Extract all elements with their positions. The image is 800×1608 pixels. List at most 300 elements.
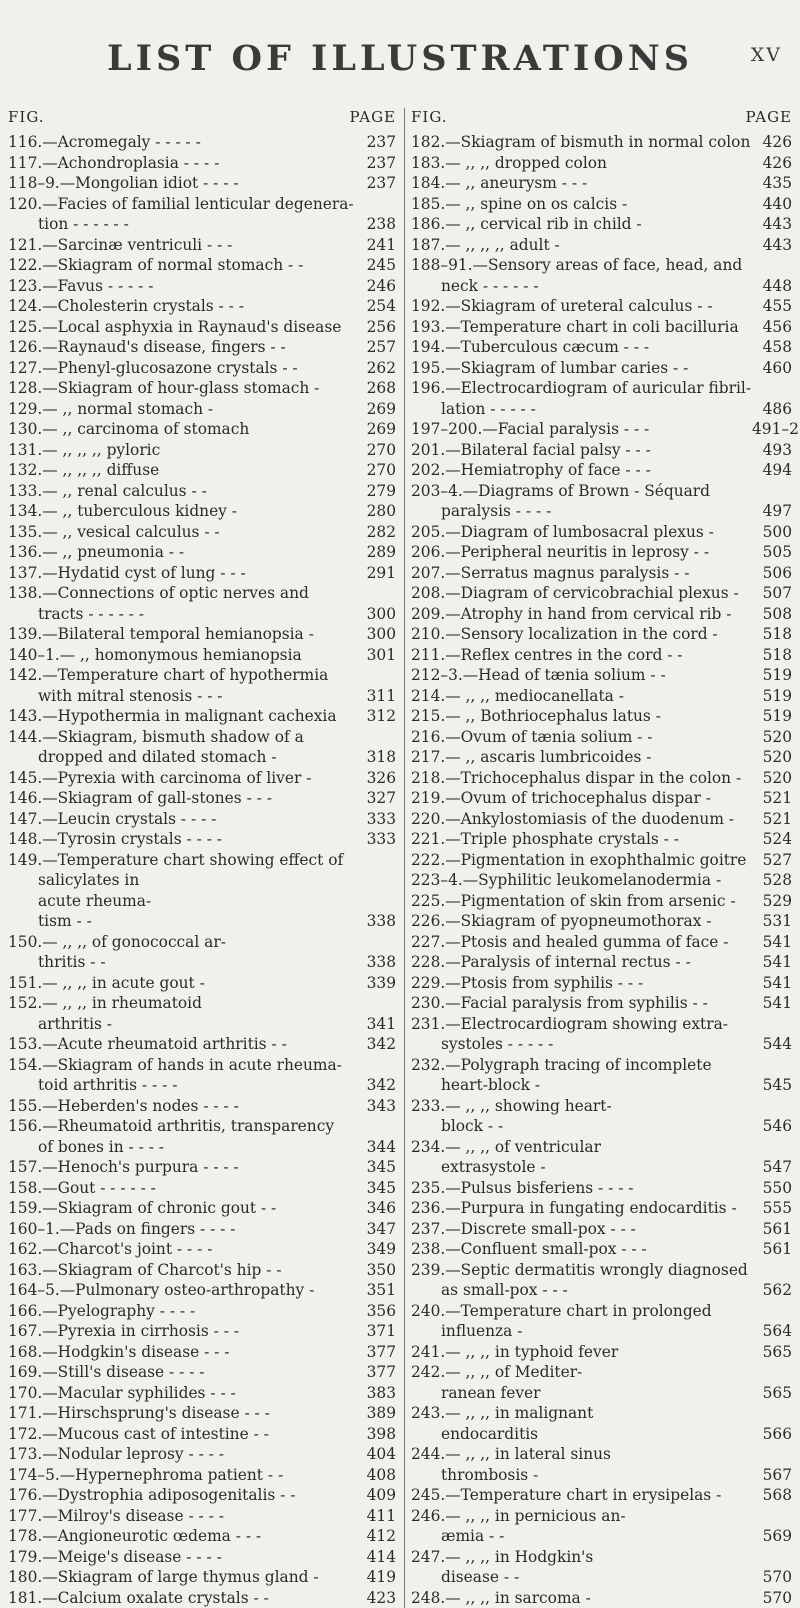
entry-page: 527 <box>752 850 792 871</box>
entry-page: 518 <box>752 645 792 666</box>
entry-page: 566 <box>752 1424 792 1445</box>
entry-title: 194.—Tuberculous cæcum - - - <box>411 337 752 358</box>
list-item <box>8 542 396 563</box>
entry-title: 243.— ,, ,, in malignant <box>411 1403 752 1424</box>
entry-title: 143.—Hypothermia in malignant cachexia <box>8 706 356 727</box>
list-item <box>8 1260 396 1281</box>
list-item <box>411 132 792 153</box>
entry-page: 541 <box>752 993 792 1014</box>
entry-page: 326 <box>356 768 396 789</box>
entry-title: 144.—Skiagram, bismuth shadow of a <box>8 727 356 748</box>
list-item <box>8 747 396 768</box>
list-item <box>411 1444 792 1465</box>
entry-title: 126.—Raynaud's disease, fingers - - <box>8 337 356 358</box>
entry-page: 561 <box>752 1219 792 1240</box>
list-item <box>8 440 396 461</box>
entry-title: 182.—Skiagram of bismuth in normal colon <box>411 132 752 153</box>
entry-title: as small-pox - - - <box>411 1280 752 1301</box>
entry-title: 209.—Atrophy in hand from cervical rib - <box>411 604 752 625</box>
list-item <box>8 809 396 830</box>
entry-title: 134.— ,, tuberculous kidney - <box>8 501 356 522</box>
entry-page: 568 <box>752 1485 792 1506</box>
list-item <box>411 604 792 625</box>
list-item <box>8 481 396 502</box>
entry-page: 541 <box>752 973 792 994</box>
list-item <box>411 1301 792 1322</box>
entry-page: 423 <box>356 1588 396 1608</box>
entry-page: 519 <box>752 686 792 707</box>
entry-page: 570 <box>752 1588 792 1608</box>
list-item <box>411 1547 792 1568</box>
list-item <box>8 870 396 891</box>
entry-title: 128.—Skiagram of hour-glass stomach - <box>8 378 356 399</box>
entry-page: 291 <box>356 563 396 584</box>
list-item <box>411 296 792 317</box>
list-item <box>8 1424 396 1445</box>
entry-page: 506 <box>752 563 792 584</box>
entry-title: endocarditis <box>411 1424 752 1445</box>
list-item <box>411 686 792 707</box>
entry-page: 414 <box>356 1547 396 1568</box>
list-item <box>8 1116 396 1137</box>
entry-title: 131.— ,, ,, ,, pyloric <box>8 440 356 461</box>
entry-page: 346 <box>356 1198 396 1219</box>
entry-page: 493 <box>752 440 792 461</box>
list-item <box>411 481 792 502</box>
entry-title: 234.— ,, ,, of ventricular <box>411 1137 752 1158</box>
entry-title: 132.— ,, ,, ,, diffuse <box>8 460 356 481</box>
entry-title: 216.—Ovum of tænia solium - - <box>411 727 752 748</box>
entry-title: 157.—Henoch's purpura - - - - <box>8 1157 356 1178</box>
entry-title: extrasystole - <box>411 1157 752 1178</box>
entry-page: 486 <box>752 399 792 420</box>
list-item <box>8 358 396 379</box>
entry-title: 146.—Skiagram of gall-stones - - - <box>8 788 356 809</box>
entry-title: 217.— ,, ascaris lumbricoides - <box>411 747 752 768</box>
entry-page: 241 <box>356 235 396 256</box>
list-item <box>411 235 792 256</box>
entry-page: 398 <box>356 1424 396 1445</box>
list-item <box>411 829 792 850</box>
entry-page: 300 <box>356 604 396 625</box>
entry-page: 546 <box>752 1116 792 1137</box>
entry-title: 241.— ,, ,, in typhoid fever <box>411 1342 752 1363</box>
entry-title: 167.—Pyrexia in cirrhosis - - - <box>8 1321 356 1342</box>
entry-page: 569 <box>752 1526 792 1547</box>
list-item <box>8 194 396 215</box>
list-item <box>411 440 792 461</box>
entry-title: 242.— ,, ,, of Mediter- <box>411 1362 752 1383</box>
entry-title: 236.—Purpura in fungating endocarditis - <box>411 1198 752 1219</box>
entry-title: 166.—Pyelography - - - - <box>8 1301 356 1322</box>
entry-page: 237 <box>356 153 396 174</box>
entry-page: 245 <box>356 255 396 276</box>
list-item <box>411 1075 792 1096</box>
entry-title: 127.—Phenyl-glucosazone crystals - - <box>8 358 356 379</box>
list-item <box>8 563 396 584</box>
entry-title: 176.—Dystrophia adiposogenitalis - - <box>8 1485 356 1506</box>
entry-title: 183.— ,, ,, dropped colon <box>411 153 752 174</box>
list-item <box>8 1485 396 1506</box>
list-item <box>8 1178 396 1199</box>
entry-page: 301 <box>356 645 396 666</box>
page-title: LIST OF ILLUSTRATIONS <box>107 38 693 79</box>
entry-page: 318 <box>356 747 396 768</box>
list-item <box>8 378 396 399</box>
entry-title: 121.—Sarcinæ ventriculi - - - <box>8 235 356 256</box>
fig-label: FIG. <box>411 108 448 132</box>
list-item <box>411 1178 792 1199</box>
entry-page: 491–2 <box>752 419 792 440</box>
list-item <box>8 706 396 727</box>
entry-title: salicylates in <box>8 870 356 891</box>
entry-page: 333 <box>356 809 396 830</box>
list-item <box>411 706 792 727</box>
list-item <box>411 419 792 440</box>
entry-title: 235.—Pulsus bisferiens - - - - <box>411 1178 752 1199</box>
entry-title: toid arthritis - - - - <box>8 1075 356 1096</box>
list-item <box>411 1424 792 1445</box>
entry-title: 219.—Ovum of trichocephalus dispar - <box>411 788 752 809</box>
list-item <box>411 665 792 686</box>
entry-title: ranean fever <box>411 1383 752 1404</box>
entry-page: 519 <box>752 706 792 727</box>
list-item <box>411 378 792 399</box>
list-item <box>8 235 396 256</box>
page-label: PAGE <box>350 108 396 132</box>
entry-title: 150.— ,, ,, of gonococcal ar- <box>8 932 356 953</box>
list-item <box>411 1137 792 1158</box>
entry-title: 181.—Calcium oxalate crystals - - <box>8 1588 356 1608</box>
entry-title: 118–9.—Mongolian idiot - - - - <box>8 173 356 194</box>
list-item <box>411 1321 792 1342</box>
list-item <box>8 1526 396 1547</box>
entry-page: 426 <box>752 132 792 153</box>
entry-page: 550 <box>752 1178 792 1199</box>
list-item <box>8 337 396 358</box>
entry-page: 455 <box>752 296 792 317</box>
entry-page: 409 <box>356 1485 396 1506</box>
entry-title: 231.—Electrocardiogram showing extra- <box>411 1014 752 1035</box>
entry-page: 531 <box>752 911 792 932</box>
entry-title: 116.—Acromegaly - - - - - <box>8 132 356 153</box>
list-item <box>8 522 396 543</box>
entry-title: 179.—Meige's disease - - - - <box>8 1547 356 1568</box>
entry-page: 371 <box>356 1321 396 1342</box>
list-item <box>411 194 792 215</box>
list-item <box>411 542 792 563</box>
list-item <box>411 583 792 604</box>
entry-page: 349 <box>356 1239 396 1260</box>
entry-title: 117.—Achondroplasia - - - - <box>8 153 356 174</box>
entry-page: 567 <box>752 1465 792 1486</box>
entry-page: 345 <box>356 1178 396 1199</box>
entry-page: 269 <box>356 419 396 440</box>
entry-page: 404 <box>356 1444 396 1465</box>
entry-title: 221.—Triple phosphate crystals - - <box>411 829 752 850</box>
list-item <box>411 952 792 973</box>
entry-page: 519 <box>752 665 792 686</box>
entry-title: 139.—Bilateral temporal hemianopsia - <box>8 624 356 645</box>
entry-page: 377 <box>356 1342 396 1363</box>
entry-page: 333 <box>356 829 396 850</box>
list-item <box>411 1219 792 1240</box>
entry-title: 192.—Skiagram of ureteral calculus - - <box>411 296 752 317</box>
entry-page: 541 <box>752 932 792 953</box>
list-item <box>8 1239 396 1260</box>
entry-page: 419 <box>356 1567 396 1588</box>
list-item <box>8 1403 396 1424</box>
entry-page: 257 <box>356 337 396 358</box>
entry-title: 197–200.—Facial paralysis - - - <box>411 419 752 440</box>
list-item <box>411 337 792 358</box>
entry-page: 458 <box>752 337 792 358</box>
entry-page: 342 <box>356 1075 396 1096</box>
list-item <box>8 645 396 666</box>
entry-title: 244.— ,, ,, in lateral sinus <box>411 1444 752 1465</box>
list-item <box>411 255 792 276</box>
entry-title: 124.—Cholesterin crystals - - - <box>8 296 356 317</box>
list-item <box>8 1444 396 1465</box>
entry-title: 228.—Paralysis of internal rectus - - <box>411 952 752 973</box>
list-item <box>8 460 396 481</box>
entry-title: 159.—Skiagram of chronic gout - - <box>8 1198 356 1219</box>
entry-title: 211.—Reflex centres in the cord - - <box>411 645 752 666</box>
list-item <box>411 1198 792 1219</box>
entry-page: 521 <box>752 809 792 830</box>
list-item <box>8 276 396 297</box>
entry-title: 210.—Sensory localization in the cord - <box>411 624 752 645</box>
entry-page: 529 <box>752 891 792 912</box>
list-item <box>8 317 396 338</box>
list-item <box>411 1362 792 1383</box>
entry-page: 443 <box>752 214 792 235</box>
list-item <box>8 1342 396 1363</box>
entry-page: 344 <box>356 1137 396 1158</box>
entry-title: 174–5.—Hypernephroma patient - - <box>8 1465 356 1486</box>
entry-title: æmia - - <box>411 1526 752 1547</box>
list-item <box>8 1096 396 1117</box>
entry-page: 312 <box>356 706 396 727</box>
entry-page: 520 <box>752 747 792 768</box>
entry-page: 389 <box>356 1403 396 1424</box>
list-item <box>8 1055 396 1076</box>
entry-title: 215.— ,, Bothriocephalus latus - <box>411 706 752 727</box>
entry-page: 500 <box>752 522 792 543</box>
entry-title: acute rheuma- <box>8 891 356 912</box>
entry-title: 195.—Skiagram of lumbar caries - - <box>411 358 752 379</box>
list-item <box>411 932 792 953</box>
list-item <box>411 1055 792 1076</box>
entry-page: 518 <box>752 624 792 645</box>
entry-page: 507 <box>752 583 792 604</box>
entry-page: 343 <box>356 1096 396 1117</box>
list-item <box>8 1547 396 1568</box>
entry-title: 180.—Skiagram of large thymus gland - <box>8 1567 356 1588</box>
list-item <box>411 1280 792 1301</box>
list-item <box>8 891 396 912</box>
entry-page: 351 <box>356 1280 396 1301</box>
entry-title: 172.—Mucous cast of intestine - - <box>8 1424 356 1445</box>
entry-title: 222.—Pigmentation in exophthalmic goitre <box>411 850 752 871</box>
entry-page: 521 <box>752 788 792 809</box>
entry-title: lation - - - - - <box>411 399 752 420</box>
entry-title: 164–5.—Pulmonary osteo-arthropathy - <box>8 1280 356 1301</box>
list-item <box>411 850 792 871</box>
list-item <box>411 1260 792 1281</box>
entry-title: 123.—Favus - - - - - <box>8 276 356 297</box>
entry-title: 120.—Facies of familial lenticular degenera- <box>8 194 356 215</box>
entry-title: 158.—Gout - - - - - - <box>8 1178 356 1199</box>
entry-page: 338 <box>356 952 396 973</box>
entry-title: 240.—Temperature chart in prolonged <box>411 1301 752 1322</box>
entry-title: tion - - - - - - <box>8 214 356 235</box>
entry-page: 435 <box>752 173 792 194</box>
fig-label: FIG. <box>8 108 45 132</box>
entry-page: 270 <box>356 460 396 481</box>
entry-title: 154.—Skiagram of hands in acute rheuma- <box>8 1055 356 1076</box>
right-column <box>404 108 792 1608</box>
list-item <box>8 1362 396 1383</box>
entry-page: 448 <box>752 276 792 297</box>
entry-title: tracts - - - - - - <box>8 604 356 625</box>
entry-page: 456 <box>752 317 792 338</box>
entry-title: 168.—Hodgkin's disease - - - <box>8 1342 356 1363</box>
entry-title: 232.—Polygraph tracing of incomplete <box>411 1055 752 1076</box>
entry-page: 460 <box>752 358 792 379</box>
entry-page: 547 <box>752 1157 792 1178</box>
entry-title: 227.—Ptosis and healed gumma of face - <box>411 932 752 953</box>
entry-title: 169.—Still's disease - - - - <box>8 1362 356 1383</box>
list-item <box>411 993 792 1014</box>
entry-title: 163.—Skiagram of Charcot's hip - - <box>8 1260 356 1281</box>
list-item <box>8 973 396 994</box>
list-item <box>8 1198 396 1219</box>
list-item <box>411 1588 792 1608</box>
entry-page: 289 <box>356 542 396 563</box>
entry-page: 497 <box>752 501 792 522</box>
list-item <box>8 1588 396 1608</box>
entry-page: 238 <box>356 214 396 235</box>
entry-title: 238.—Confluent small-pox - - - <box>411 1239 752 1260</box>
entry-title: 248.— ,, ,, in sarcoma - <box>411 1588 752 1608</box>
entry-title: arthritis - <box>8 1014 356 1035</box>
entry-page: 342 <box>356 1034 396 1055</box>
page-label: PAGE <box>746 108 792 132</box>
list-item <box>8 419 396 440</box>
entry-title: disease - - <box>411 1567 752 1588</box>
list-item <box>8 583 396 604</box>
entry-title: 184.— ,, aneurysm - - - <box>411 173 752 194</box>
entry-title: 226.—Skiagram of pyopneumothorax - <box>411 911 752 932</box>
list-item <box>8 1383 396 1404</box>
list-item <box>411 645 792 666</box>
entry-page: 262 <box>356 358 396 379</box>
entry-title: 171.—Hirschsprung's disease - - - <box>8 1403 356 1424</box>
list-item <box>411 1465 792 1486</box>
entry-title: influenza - <box>411 1321 752 1342</box>
entry-page: 237 <box>356 173 396 194</box>
entry-title: 155.—Heberden's nodes - - - - <box>8 1096 356 1117</box>
entry-title: 233.— ,, ,, showing heart- <box>411 1096 752 1117</box>
list-item <box>411 1485 792 1506</box>
list-item <box>411 1096 792 1117</box>
entry-title: 245.—Temperature chart in erysipelas - <box>411 1485 752 1506</box>
entry-page: 544 <box>752 1034 792 1055</box>
entry-title: 160–1.—Pads on fingers - - - - <box>8 1219 356 1240</box>
list-item <box>411 317 792 338</box>
list-item <box>411 1342 792 1363</box>
entry-title: 187.— ,, ,, ,, adult - <box>411 235 752 256</box>
entry-title: 162.—Charcot's joint - - - - <box>8 1239 356 1260</box>
entry-title: 142.—Temperature chart of hypothermia <box>8 665 356 686</box>
entry-title: 237.—Discrete small-pox - - - <box>411 1219 752 1240</box>
entry-page: 508 <box>752 604 792 625</box>
list-item <box>8 1034 396 1055</box>
entry-page: 269 <box>356 399 396 420</box>
entry-page: 520 <box>752 727 792 748</box>
entry-title: 246.— ,, ,, in pernicious an- <box>411 1506 752 1527</box>
entry-page: 562 <box>752 1280 792 1301</box>
list-item <box>411 870 792 891</box>
entry-title: 129.— ,, normal stomach - <box>8 399 356 420</box>
entry-title: thritis - - <box>8 952 356 973</box>
list-item <box>411 214 792 235</box>
entry-title: 145.—Pyrexia with carcinoma of liver - <box>8 768 356 789</box>
entry-page: 555 <box>752 1198 792 1219</box>
list-item <box>8 727 396 748</box>
entry-title: 218.—Trichocephalus dispar in the colon - <box>411 768 752 789</box>
list-item <box>411 1526 792 1547</box>
entry-page: 524 <box>752 829 792 850</box>
entry-title: 220.—Ankylostomiasis of the duodenum - <box>411 809 752 830</box>
list-item <box>411 399 792 420</box>
entry-page: 279 <box>356 481 396 502</box>
entry-page: 270 <box>356 440 396 461</box>
left-column <box>8 108 396 1608</box>
list-item <box>8 1014 396 1035</box>
list-item <box>411 1157 792 1178</box>
entry-title: 229.—Ptosis from syphilis - - - <box>411 973 752 994</box>
entry-page: 528 <box>752 870 792 891</box>
list-item <box>8 788 396 809</box>
entry-title: tism - - <box>8 911 356 932</box>
entry-title: with mitral stenosis - - - <box>8 686 356 707</box>
list-item <box>411 891 792 912</box>
list-item <box>8 829 396 850</box>
list-item <box>8 932 396 953</box>
list-item <box>411 747 792 768</box>
entry-page: 311 <box>356 686 396 707</box>
entry-page: 300 <box>356 624 396 645</box>
entry-title: 125.—Local asphyxia in Raynaud's disease <box>8 317 356 338</box>
list-item <box>411 563 792 584</box>
list-item <box>8 768 396 789</box>
entry-title: 196.—Electrocardiogram of auricular fibril- <box>411 378 752 399</box>
entry-title: 205.—Diagram of lumbosacral plexus - <box>411 522 752 543</box>
list-item <box>8 1219 396 1240</box>
entry-title: 207.—Serratus magnus paralysis - - <box>411 563 752 584</box>
entry-title: heart-block - <box>411 1075 752 1096</box>
entry-title: dropped and dilated stomach - <box>8 747 356 768</box>
list-item <box>8 952 396 973</box>
list-item <box>411 1403 792 1424</box>
entry-page: 339 <box>356 973 396 994</box>
page-number: XV <box>751 44 782 66</box>
list-item <box>411 358 792 379</box>
entry-page: 350 <box>356 1260 396 1281</box>
list-item <box>411 973 792 994</box>
